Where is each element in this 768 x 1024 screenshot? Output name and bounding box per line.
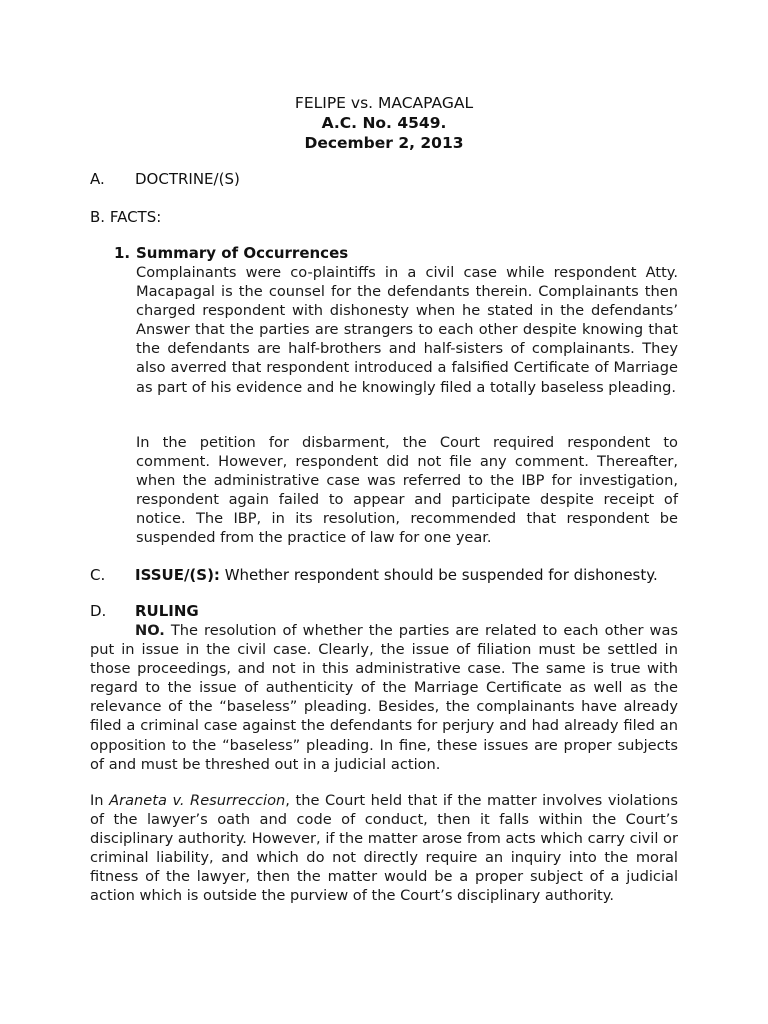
- ruling-paragraph-2: [90, 791, 678, 906]
- case-title: FELIPE vs. MACAPAGAL: [294, 94, 474, 112]
- section-b-heading: [90, 207, 161, 227]
- section-d-label: RULING: [135, 602, 199, 620]
- section-c-label: ISSUE/(S):: [135, 566, 220, 584]
- section-b-label: B. FACTS:: [90, 208, 162, 226]
- section-c-text: Whether respondent should be suspended for dishonesty.: [219, 566, 658, 584]
- section-a-label: DOCTRINE/(S): [135, 170, 240, 188]
- ruling-paragraph-2-prefix: In: [90, 792, 110, 809]
- ruling-paragraph-1: [90, 621, 678, 774]
- facts-subheading: [114, 243, 348, 263]
- ruling-answer: NO.: [135, 622, 165, 639]
- facts-sub-title: Summary of Occurrences: [136, 244, 349, 262]
- section-d-letter: D.: [90, 602, 107, 620]
- ruling-paragraph-1-text: The resolution of whether the parties are related to each other was put in issue in the civil case. Clearly, the issue of filiation must be settled in those proceedings, and not in this administrative case. The same is true with regard to the issue of authenticity of the Marriage Certificate as well as the relevance of the “baseless” pleading. Besides, the complainants have already filed a criminal case against the defendants for perjury and had already filed an opposition to the “baseless” pleading. In fine, these issues are proper subjects of and must be threshed out in a judicial action.: [90, 622, 678, 773]
- section-d-heading: [90, 601, 199, 621]
- section-a-heading: [90, 169, 240, 189]
- facts-paragraph-1: Complainants were co-plaintiffs in a civil case while respondent Atty. Macapagal is the counsel for the defendants therein. Complainants then charged respondent with dishonesty when he stated in the defendants’ Answer that the parties are strangers to each other despite knowing that the defendants are half-brothers and half-sisters of complainants. They also averred that respondent introduced a falsified Certificate of Marriage as part of his evidence and he knowingly filed a totally baseless pleading.: [136, 264, 678, 396]
- section-c-letter: C.: [90, 566, 106, 584]
- section-c-heading: [90, 565, 658, 585]
- facts-sub-number: 1.: [114, 244, 131, 262]
- case-number: A.C. No. 4549.: [321, 114, 447, 132]
- cited-case-name: Araneta v. Resurreccion: [109, 792, 286, 809]
- ruling-paragraph-2-text: , the Court held that if the matter involves violations of the lawyer’s oath and code of conduct, then it falls within the Court’s disciplinary authority. However, if the matter arose from acts which carry civil or criminal liability, and which do not directly require an inquiry into the moral fitness of the lawyer, then the matter would be a proper subject of a judicial action which is outside the purview of the Court’s disciplinary authority.: [90, 792, 678, 905]
- section-a-letter: A.: [90, 170, 105, 188]
- facts-paragraph-2: In the petition for disbarment, the Court required respondent to comment. However, respondent did not file any comment. Thereafter, when the administrative case was referred to the IBP for investigation, respondent again failed to appear and participate despite receipt of notice. The IBP, in its resolution, recommended that respondent be suspended from the practice of law for one year.: [136, 434, 678, 547]
- case-date: December 2, 2013: [304, 134, 464, 152]
- case-header: [0, 93, 768, 153]
